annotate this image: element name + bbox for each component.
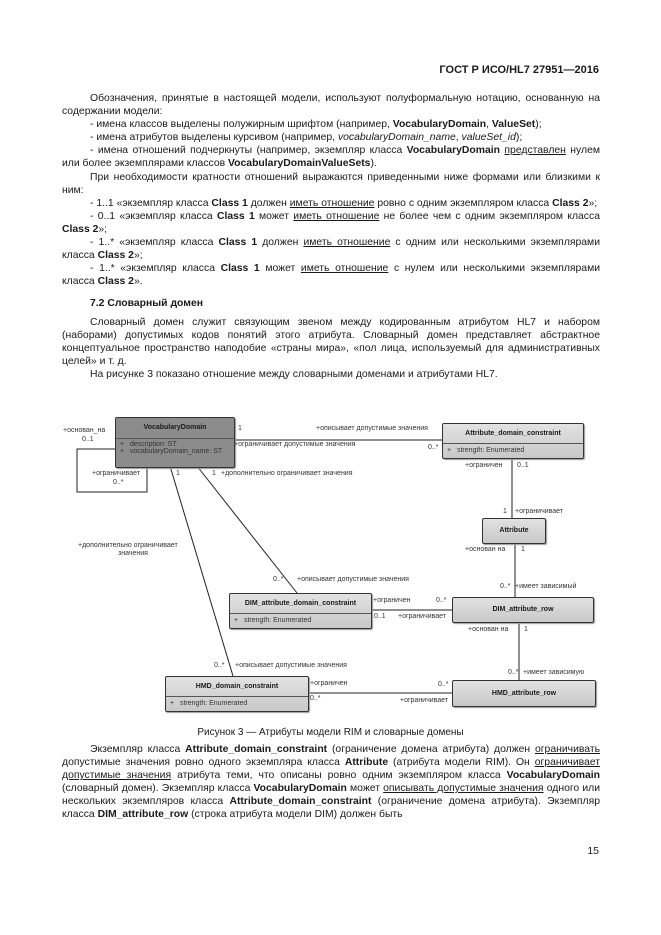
class-hmd-domain-constraint	[165, 676, 309, 712]
text-run: »;	[133, 250, 143, 262]
text-run: ,	[486, 119, 492, 131]
class-vocabulary-domain	[115, 417, 235, 468]
multiplicity-label: 0..*	[438, 681, 449, 688]
relation-name-text: иметь отношение	[293, 210, 380, 222]
class-name: HMD_attribute_row	[491, 690, 557, 697]
class-attribute: strength: Enumerated	[243, 617, 312, 624]
class-name: Attribute_domain_constraint	[443, 424, 583, 444]
multiplicity-label: 0..*	[428, 444, 439, 451]
multiplicity-label: 0..*	[500, 583, 511, 590]
class-name-text: VocabularyDomain	[392, 119, 487, 131]
class-name-text: VocabularyDomain	[406, 145, 501, 157]
text-run: На рисунке 3 показано отношение между словарными доменами и атрибутами HL7.	[90, 368, 498, 380]
text-run: »;	[98, 223, 108, 235]
class-name-text: Class 1	[211, 197, 248, 209]
role-label: +ограничивает	[398, 613, 447, 620]
class-name-text: Class 2	[552, 197, 589, 209]
class-name: HMD_domain_constraint	[166, 677, 308, 697]
class-dim-attribute-domain-constraint	[229, 593, 372, 629]
text-run: - 1..* «экземпляр класса	[90, 237, 219, 249]
visibility-marker: +	[120, 448, 125, 455]
text-run: должен	[247, 197, 290, 209]
class-name: DIM_attribute_row	[492, 606, 554, 613]
text-run: (ограничение домена атрибута). Экземпляр класса	[62, 796, 600, 821]
class-name: VocabularyDomain	[116, 418, 234, 439]
role-label: +основан на	[465, 546, 506, 553]
multiplicity-label: 0..*	[310, 695, 321, 702]
class-name-text: VocabularyDomain	[506, 770, 601, 782]
text-run: может	[259, 263, 301, 275]
class-name-text: Attribute	[344, 757, 389, 769]
multiplicity-label: 1	[503, 508, 507, 515]
role-label: значения	[118, 550, 148, 557]
multiplicity-label: 0..*	[508, 669, 519, 676]
relation-name-text: представлен	[504, 145, 566, 157]
class-name-text: Attribute_domain_constraint	[185, 744, 328, 755]
class-name-text: Class 1	[218, 237, 258, 249]
text-run: атрибута теми, что описаны ровно одним экземпляром класса	[171, 770, 507, 782]
relation-name-text: ограничивает допустимые значения	[62, 757, 600, 782]
multiplicity-label: 0..*	[273, 576, 284, 583]
relation-name-text: описывать допустимые значения	[383, 783, 544, 795]
visibility-marker: +	[447, 447, 452, 454]
class-name-text: Class 2	[62, 223, 99, 235]
class-name-text: Class 1	[220, 263, 260, 275]
class-name-text: VocabularyDomain	[253, 783, 347, 795]
text-run: Обозначения, принятые в настоящей модели, используют полуформальную нотацию, основанную на содержании модели:	[62, 93, 600, 118]
text-run: (ограничение домена атрибута) должен	[327, 744, 535, 755]
role-label: +ограничен	[465, 462, 503, 469]
text-run: нулем или более экземплярами классов	[62, 145, 600, 170]
multiplicity-label: 0..1	[374, 613, 386, 620]
visibility-marker: +	[234, 617, 239, 624]
class-name-text: Attribute_domain_constraint	[229, 796, 372, 808]
class-dim-attribute-row	[452, 597, 594, 623]
assoc-vd-dim	[197, 466, 297, 593]
multiplicity-label: 0..1	[517, 462, 529, 469]
figure-caption: Рисунок 3 — Атрибуты модели RIM и словарные домены	[197, 727, 464, 738]
class-name-text: Class 2	[97, 250, 134, 262]
class-name-text: ValueSet	[491, 119, 536, 131]
class-name-text: VocabularyDomainValueSets	[228, 158, 371, 170]
text-run: 7.2 Словарный домен	[90, 298, 203, 310]
relation-name-text: иметь отношение	[303, 237, 391, 249]
text-run: »;	[588, 197, 598, 209]
text-run: );	[515, 132, 523, 144]
class-name: Attribute	[499, 527, 529, 534]
attribute-name-text: vocabularyDomain_name	[337, 132, 456, 144]
text-run: Словарный домен служит связующим звеном между кодированным атрибутом HL7 и набором (наборами) допустимых кодов понятий этого атрибута. Словарный домен представляет абстрактное концептуальное пространство наподобие «страны мира», «пол лица, используемый для административных целей» и т. д.	[62, 316, 600, 367]
role-label: +ограничивает	[92, 470, 141, 477]
text-run: - имена атрибутов выделены курсивом (например,	[90, 132, 338, 144]
text-run: с нулем или несколькими экземплярами класса	[62, 263, 601, 288]
role-label: +ограничивает	[515, 508, 564, 515]
text-run: При необходимости кратности отношений выражаются приведенными ниже формами или близкими к ним:	[62, 171, 600, 196]
document-header: ГОСТ Р ИСО/HL7 27951—2016	[439, 64, 599, 76]
text-block-description	[62, 743, 600, 822]
role-label: +имеет зависимый	[515, 583, 577, 590]
multiplicity-label: 0..*	[113, 479, 124, 486]
text-run: - имена классов выделены полужирным шрифтом (например,	[90, 119, 393, 131]
text-run: - 1..1 «экземпляр класса	[90, 197, 212, 209]
text-run: ).	[370, 158, 377, 170]
text-run: - 1..* «экземпляр класса	[90, 263, 221, 275]
paragraph	[62, 743, 600, 822]
role-label: +описывает допустимые значения	[297, 576, 409, 583]
text-run: (атрибута модели RIM). Он	[388, 757, 535, 769]
class-attribute: vocabularyDomain_name: ST	[129, 448, 223, 455]
page-number: 15	[587, 845, 599, 857]
text-run: не более чем с одним экземпляром класса	[379, 210, 600, 222]
role-label: +ограничивает допустимые значения	[234, 441, 356, 448]
multiplicity-label: 1	[176, 470, 180, 477]
text-run: должен	[257, 237, 304, 249]
text-run: Экземпляр класса	[90, 744, 186, 755]
role-label: +основан_на	[63, 427, 106, 434]
role-label: +дополнительно ограничивает значения	[221, 470, 353, 477]
role-label: +описывает допустимые значения	[316, 425, 428, 432]
role-label: +основан на	[468, 626, 509, 633]
role-label: +имеет зависимую	[523, 669, 585, 676]
text-run: );	[535, 119, 542, 131]
text-run: ,	[455, 132, 462, 144]
visibility-marker: +	[120, 441, 125, 448]
class-attribute-domain-constraint	[442, 423, 584, 459]
class-attribute: description: ST	[129, 441, 177, 448]
class-name: DIM_attribute_domain_constraint	[230, 594, 371, 614]
role-label: +дополнительно ограничивает	[78, 542, 178, 549]
visibility-marker: +	[170, 700, 175, 707]
multiplicity-label: 0..1	[82, 436, 94, 443]
text-run: допустимые значения ровно одного экземпляра класса	[62, 757, 345, 769]
class-name-text: Class 2	[97, 276, 134, 288]
multiplicity-label: 1	[521, 546, 525, 553]
class-attribute	[482, 518, 546, 544]
text-run: - имена отношений подчеркнуты (например, экземпляр класса	[90, 145, 407, 157]
multiplicity-label: 1	[524, 626, 528, 633]
text-run: с одним или несколькими экземплярами класса	[62, 237, 601, 262]
text-run: ».	[133, 276, 143, 288]
text-run: ровно с одним экземпляром класса	[374, 197, 553, 209]
text-run: одного или нескольких экземпляров класса	[62, 783, 601, 808]
class-attribute: strength: Enumerated	[456, 447, 525, 454]
text-run: (словарный домен). Экземпляр класса	[62, 783, 254, 795]
relation-name-text: иметь отношение	[300, 263, 389, 275]
text-run: может	[254, 210, 294, 222]
multiplicity-label: 0..*	[436, 597, 447, 604]
relation-name-text: иметь отношение	[289, 197, 375, 209]
class-hmd-attribute-row	[452, 680, 596, 707]
assoc-vd-hmd	[170, 466, 233, 676]
role-label: +ограничен	[373, 597, 411, 604]
text-run: (строка атрибута модели DIM) должен быть	[188, 809, 403, 821]
text-run: может	[346, 783, 384, 795]
attribute-name-text: valueSet_id	[461, 132, 516, 144]
relation-name-text: ограничивать	[534, 744, 600, 755]
role-label: +описывает допустимые значения	[235, 662, 347, 669]
role-label: +ограничивает	[400, 697, 449, 704]
class-name-text: Class 1	[216, 210, 255, 222]
multiplicity-label: 1	[212, 470, 216, 477]
multiplicity-label: 0..*	[214, 662, 225, 669]
role-label: +ограничен	[310, 680, 348, 687]
class-attribute: strength: Enumerated	[179, 700, 248, 707]
multiplicity-label: 1	[238, 425, 242, 432]
class-name-text: DIM_attribute_row	[97, 809, 189, 821]
text-run: - 0..1 «экземпляр класса	[90, 210, 217, 222]
